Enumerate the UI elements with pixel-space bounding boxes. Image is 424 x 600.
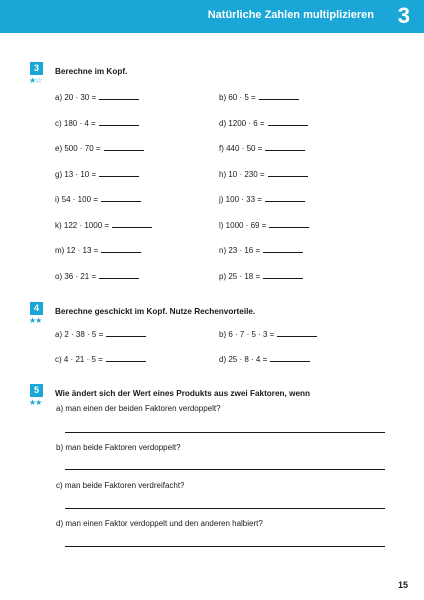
difficulty-stars-icon: ★☆ — [29, 76, 42, 85]
exercise-3g: g) 13 · 10 = — [55, 168, 139, 179]
chapter-header-bar — [0, 0, 424, 33]
exercise-4d: d) 25 · 8 · 4 = — [219, 353, 310, 364]
answer-blank[interactable] — [104, 142, 144, 151]
exercise-4a: a) 2 · 38 · 5 = — [55, 328, 146, 339]
answer-blank[interactable] — [265, 193, 305, 202]
answer-blank[interactable] — [99, 270, 139, 279]
answer-blank[interactable] — [269, 219, 309, 228]
exercise-3o: o) 36 · 21 = — [55, 270, 139, 281]
answer-blank[interactable] — [277, 328, 317, 337]
answer-blank[interactable] — [263, 270, 303, 279]
exercise-4b: b) 6 · 7 · 5 · 3 = — [219, 328, 317, 339]
chapter-number: 3 — [397, 3, 410, 28]
difficulty-stars-icon: ★★ — [29, 316, 42, 325]
answer-blank[interactable] — [101, 244, 141, 253]
answer-blank[interactable] — [265, 142, 305, 151]
answer-blank[interactable] — [101, 193, 141, 202]
answer-blank[interactable] — [106, 328, 146, 337]
exercise-3n: n) 23 · 16 = — [219, 244, 303, 255]
task-number-3: 3 — [30, 62, 43, 75]
answer-blank[interactable] — [99, 91, 139, 100]
difficulty-stars-icon: ★★ — [29, 398, 42, 407]
task-3-heading: Berechne im Kopf. — [55, 67, 128, 76]
answer-blank[interactable] — [106, 353, 146, 362]
page-number: 15 — [397, 580, 408, 590]
task-5-heading: Wie ändert sich der Wert eines Produkts aus zwei Faktoren, wenn — [55, 389, 311, 398]
exercise-3e: e) 500 · 70 = — [55, 142, 144, 153]
exercise-4c: c) 4 · 21 · 5 = — [55, 353, 146, 364]
exercise-3a: a) 20 · 30 = — [55, 91, 139, 102]
question-5b: b) man beide Faktoren verdoppelt? — [56, 443, 181, 452]
exercise-3p: p) 25 · 18 = — [219, 270, 303, 281]
exercise-3b: b) 60 · 5 = — [219, 91, 299, 102]
exercise-3k: k) 122 · 1000 = — [55, 219, 152, 230]
question-5d: d) man einen Faktor verdoppelt und den anderen halbiert? — [56, 519, 263, 528]
task-number-4: 4 — [30, 302, 43, 315]
answer-blank[interactable] — [112, 219, 152, 228]
task-number-5: 5 — [30, 384, 43, 397]
answer-line[interactable] — [65, 546, 385, 547]
question-5c: c) man beide Faktoren verdreifacht? — [56, 481, 185, 490]
answer-line[interactable] — [65, 508, 385, 509]
exercise-3i: i) 54 · 100 = — [55, 193, 141, 204]
answer-line[interactable] — [65, 469, 385, 470]
question-5a: a) man einen der beiden Faktoren verdoppelt? — [56, 404, 221, 413]
exercise-3j: j) 100 · 33 = — [219, 193, 305, 204]
exercise-3l: l) 1000 · 69 = — [219, 219, 309, 230]
task-4-heading: Berechne geschickt im Kopf. Nutze Rechenvorteile. — [55, 307, 256, 316]
answer-blank[interactable] — [259, 91, 299, 100]
answer-blank[interactable] — [270, 353, 310, 362]
exercise-3c: c) 180 · 4 = — [55, 117, 139, 128]
answer-blank[interactable] — [99, 168, 139, 177]
exercise-3h: h) 10 · 230 = — [219, 168, 308, 179]
exercise-3d: d) 1200 · 6 = — [219, 117, 308, 128]
exercise-3f: f) 440 · 50 = — [219, 142, 305, 153]
answer-blank[interactable] — [268, 117, 308, 126]
chapter-title: Natürliche Zahlen multiplizieren — [207, 9, 374, 21]
answer-blank[interactable] — [99, 117, 139, 126]
answer-blank[interactable] — [268, 168, 308, 177]
answer-line[interactable] — [65, 432, 385, 433]
answer-blank[interactable] — [263, 244, 303, 253]
exercise-3m: m) 12 · 13 = — [55, 244, 141, 255]
